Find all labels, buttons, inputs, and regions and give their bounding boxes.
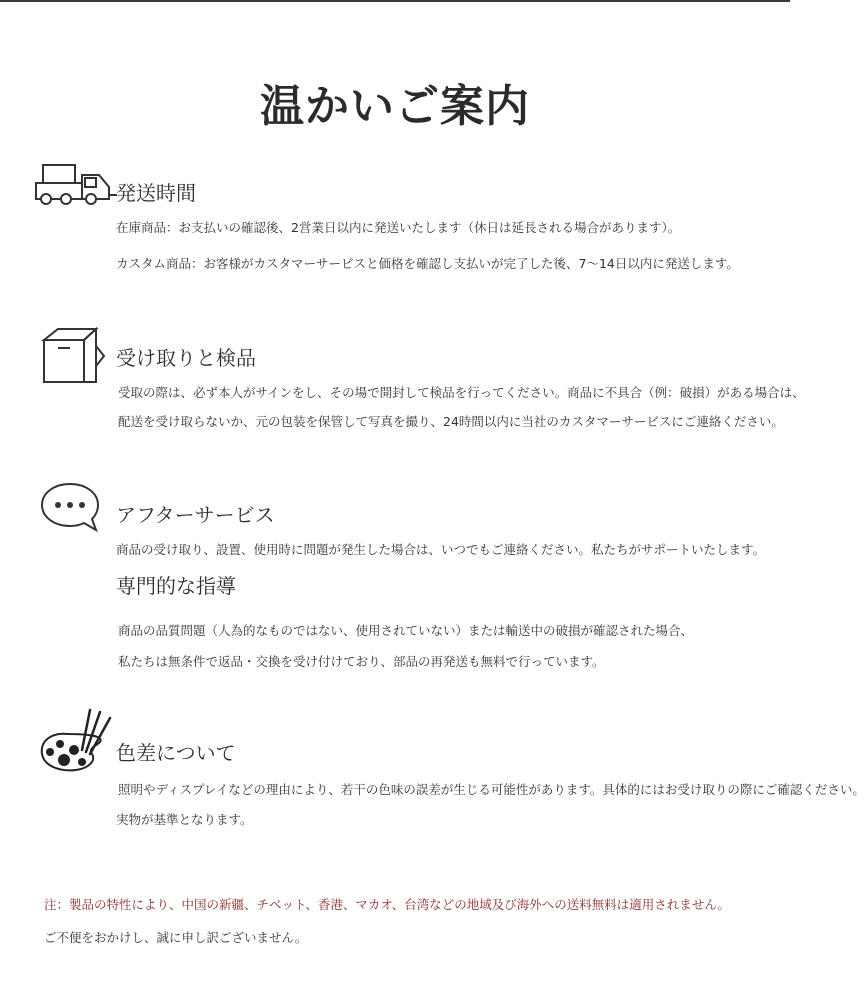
top-divider xyxy=(0,0,790,2)
guidance-line-2: 私たちは無条件で返品・交換を受け付けており、部品の再発送も無料で行っています。 xyxy=(118,654,605,669)
after-service-line-1: 商品の受け取り、設置、使用時に問題が発生した場合は、いつでもご連絡ください。私たちがサポートいたします。 xyxy=(116,542,766,557)
shipping-line-2: カスタム商品：お客様がカスタマーサービスと価格を確認し支払いが完了した後、7〜14日以内に発送します。 xyxy=(116,256,739,271)
section-heading-guidance: 専門的な指導 xyxy=(116,574,236,598)
color-line-1: 照明やディスプレイなどの理由により、若干の色味の誤差が生じる可能性があります。具体的にはお受け取りの際にご確認ください。 xyxy=(118,782,865,797)
color-line-2: 実物が基準となります。 xyxy=(116,812,253,827)
section-heading-receipt: 受け取りと検品 xyxy=(116,346,256,370)
section-heading-after-service: アフターサービス xyxy=(116,503,275,527)
apology-note: ご不便をおかけし、誠に申し訳ございません。 xyxy=(44,930,308,945)
page-title: 温かいご案内 xyxy=(260,81,530,132)
section-heading-color: 色差について xyxy=(116,741,236,765)
shipping-exclusion-note: 注：製品の特性により、中国の新疆、チベット、香港、マカオ、台湾などの地域及び海外への送料無料は適用されません。 xyxy=(44,897,731,912)
palette-icon xyxy=(38,704,118,776)
receipt-line-2: 配送を受け取らないか、元の包装を保管して写真を撮り、24時間以内に当社のカスタマーサービスにご連絡ください。 xyxy=(118,414,784,429)
shipping-line-1: 在庫商品：お支払いの確認後、2営業日以内に発送いたします（休日は延長される場合があります）。 xyxy=(116,220,681,235)
box-icon xyxy=(40,326,106,386)
receipt-line-1: 受取の際は、必ず本人がサインをし、その場で開封して検品を行ってください。商品に不具合（例：破損）がある場合は、 xyxy=(118,385,805,400)
guidance-line-1: 商品の品質問題（人為的なものではない、使用されていない）または輸送中の破損が確認された場合、 xyxy=(118,623,694,638)
truck-icon xyxy=(33,162,119,208)
chat-bubble-icon xyxy=(40,480,102,534)
section-heading-shipping: 発送時間 xyxy=(116,181,196,205)
